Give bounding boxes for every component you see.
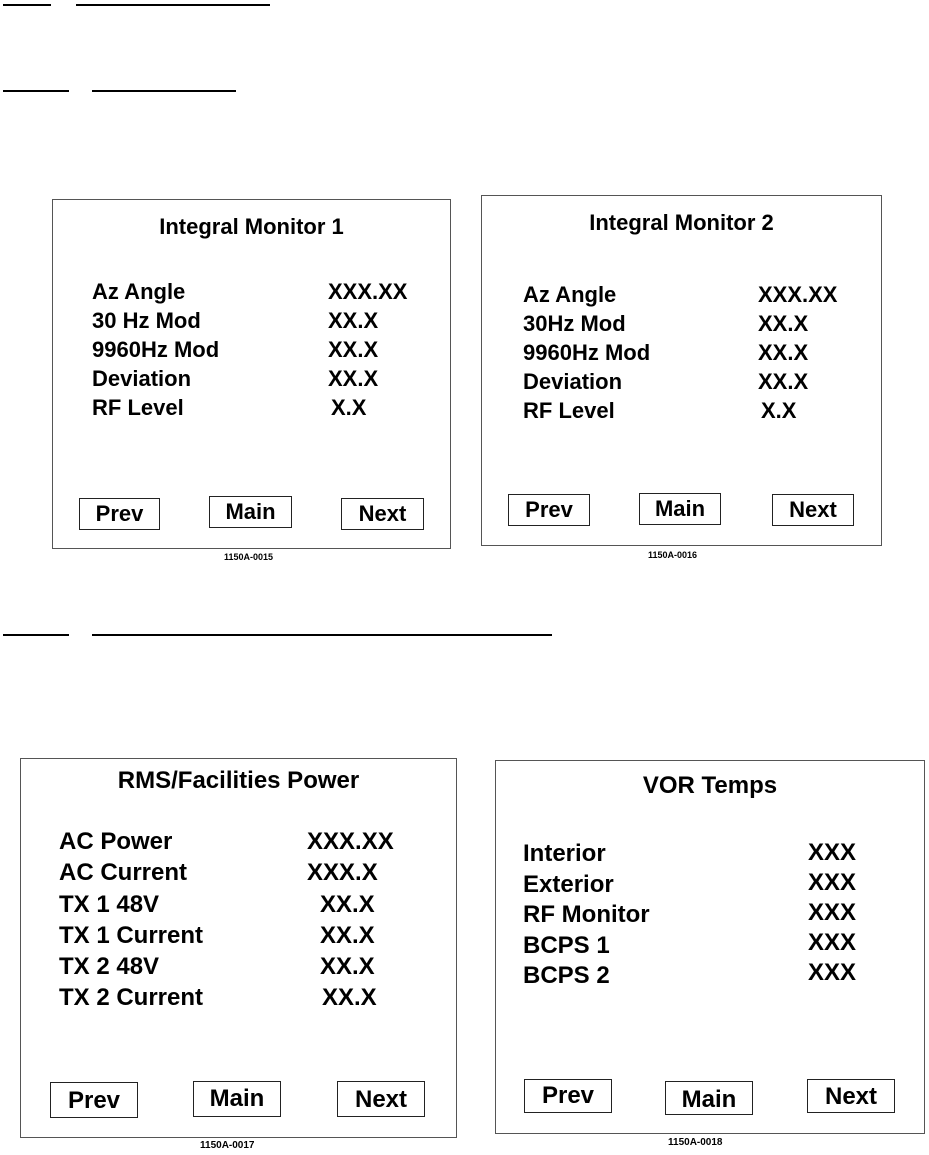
heading-rule-2a xyxy=(3,90,69,92)
param-label: 9960Hz Mod xyxy=(92,337,220,362)
rms-facilities-power-screen xyxy=(20,758,457,1138)
param-label: AC Power xyxy=(59,828,173,855)
param-value: XX.X xyxy=(328,337,379,362)
next-button[interactable]: Next xyxy=(807,1079,895,1113)
param-label: 9960Hz Mod xyxy=(523,340,651,365)
param-label: AC Current xyxy=(59,859,188,886)
heading-rule-1a xyxy=(3,4,51,6)
param-label: RF Level xyxy=(92,395,184,420)
prev-button[interactable]: Prev xyxy=(524,1079,612,1113)
main-button[interactable]: Main xyxy=(639,493,721,525)
param-value: XXX.XX xyxy=(307,828,394,855)
figure-caption: 1150A-0018 xyxy=(668,1137,723,1148)
param-value: XX.X xyxy=(322,984,377,1011)
param-label: BCPS 2 xyxy=(523,962,610,989)
heading-rule-2b xyxy=(92,90,236,92)
param-value: XX.X xyxy=(758,369,809,394)
param-label: TX 1 Current xyxy=(59,922,204,949)
param-value: XXX xyxy=(808,929,857,956)
param-label: RF Level xyxy=(523,398,615,423)
param-value: XXX.X xyxy=(307,859,378,886)
param-label: Interior xyxy=(523,840,606,867)
main-button[interactable]: Main xyxy=(209,496,292,528)
figure-caption: 1150A-0016 xyxy=(648,550,698,560)
param-label: TX 1 48V xyxy=(59,891,160,918)
param-value: XXX xyxy=(808,839,857,866)
prev-button[interactable]: Prev xyxy=(50,1082,138,1118)
param-value: XXX xyxy=(808,869,857,896)
param-value: XXX.XX xyxy=(758,282,838,307)
param-label: TX 2 Current xyxy=(59,984,204,1011)
param-label: Deviation xyxy=(92,366,192,391)
param-value: XX.X xyxy=(758,311,809,336)
param-label: RF Monitor xyxy=(523,901,650,928)
main-button[interactable]: Main xyxy=(193,1081,281,1117)
param-label: BCPS 1 xyxy=(523,932,610,959)
main-button[interactable]: Main xyxy=(665,1081,753,1115)
param-value: XXX xyxy=(808,959,857,986)
prev-button[interactable]: Prev xyxy=(508,494,590,526)
param-value: XXX.XX xyxy=(328,279,408,304)
vor-temps-screen xyxy=(495,760,925,1134)
screen-title: Integral Monitor 2 xyxy=(589,210,774,235)
heading-rule-3a xyxy=(3,634,69,636)
param-value: X.X xyxy=(761,398,797,423)
next-button[interactable]: Next xyxy=(337,1081,425,1117)
screen-title: RMS/Facilities Power xyxy=(117,767,360,794)
figure-caption: 1150A-0015 xyxy=(224,552,274,562)
param-value: X.X xyxy=(331,395,367,420)
param-label: 30 Hz Mod xyxy=(92,308,201,333)
screen-title: VOR Temps xyxy=(642,772,778,799)
param-value: XX.X xyxy=(320,953,375,980)
heading-rule-1b xyxy=(76,4,270,6)
param-value: XX.X xyxy=(328,308,379,333)
screen-title: Integral Monitor 1 xyxy=(159,214,344,239)
param-label: 30Hz Mod xyxy=(523,311,626,336)
heading-rule-3b xyxy=(92,634,552,636)
prev-button[interactable]: Prev xyxy=(79,498,160,530)
figure-caption: 1150A-0017 xyxy=(200,1140,255,1151)
param-value: XX.X xyxy=(320,891,375,918)
param-label: Az Angle xyxy=(523,282,617,307)
param-value: XX.X xyxy=(328,366,379,391)
param-value: XX.X xyxy=(320,922,375,949)
param-label: TX 2 48V xyxy=(59,953,160,980)
next-button[interactable]: Next xyxy=(772,494,854,526)
param-value: XXX xyxy=(808,899,857,926)
param-label: Deviation xyxy=(523,369,623,394)
integral-monitor-1-screen xyxy=(52,199,451,549)
param-label: Az Angle xyxy=(92,279,186,304)
param-label: Exterior xyxy=(523,871,614,898)
next-button[interactable]: Next xyxy=(341,498,424,530)
param-value: XX.X xyxy=(758,340,809,365)
integral-monitor-2-screen xyxy=(481,195,882,546)
